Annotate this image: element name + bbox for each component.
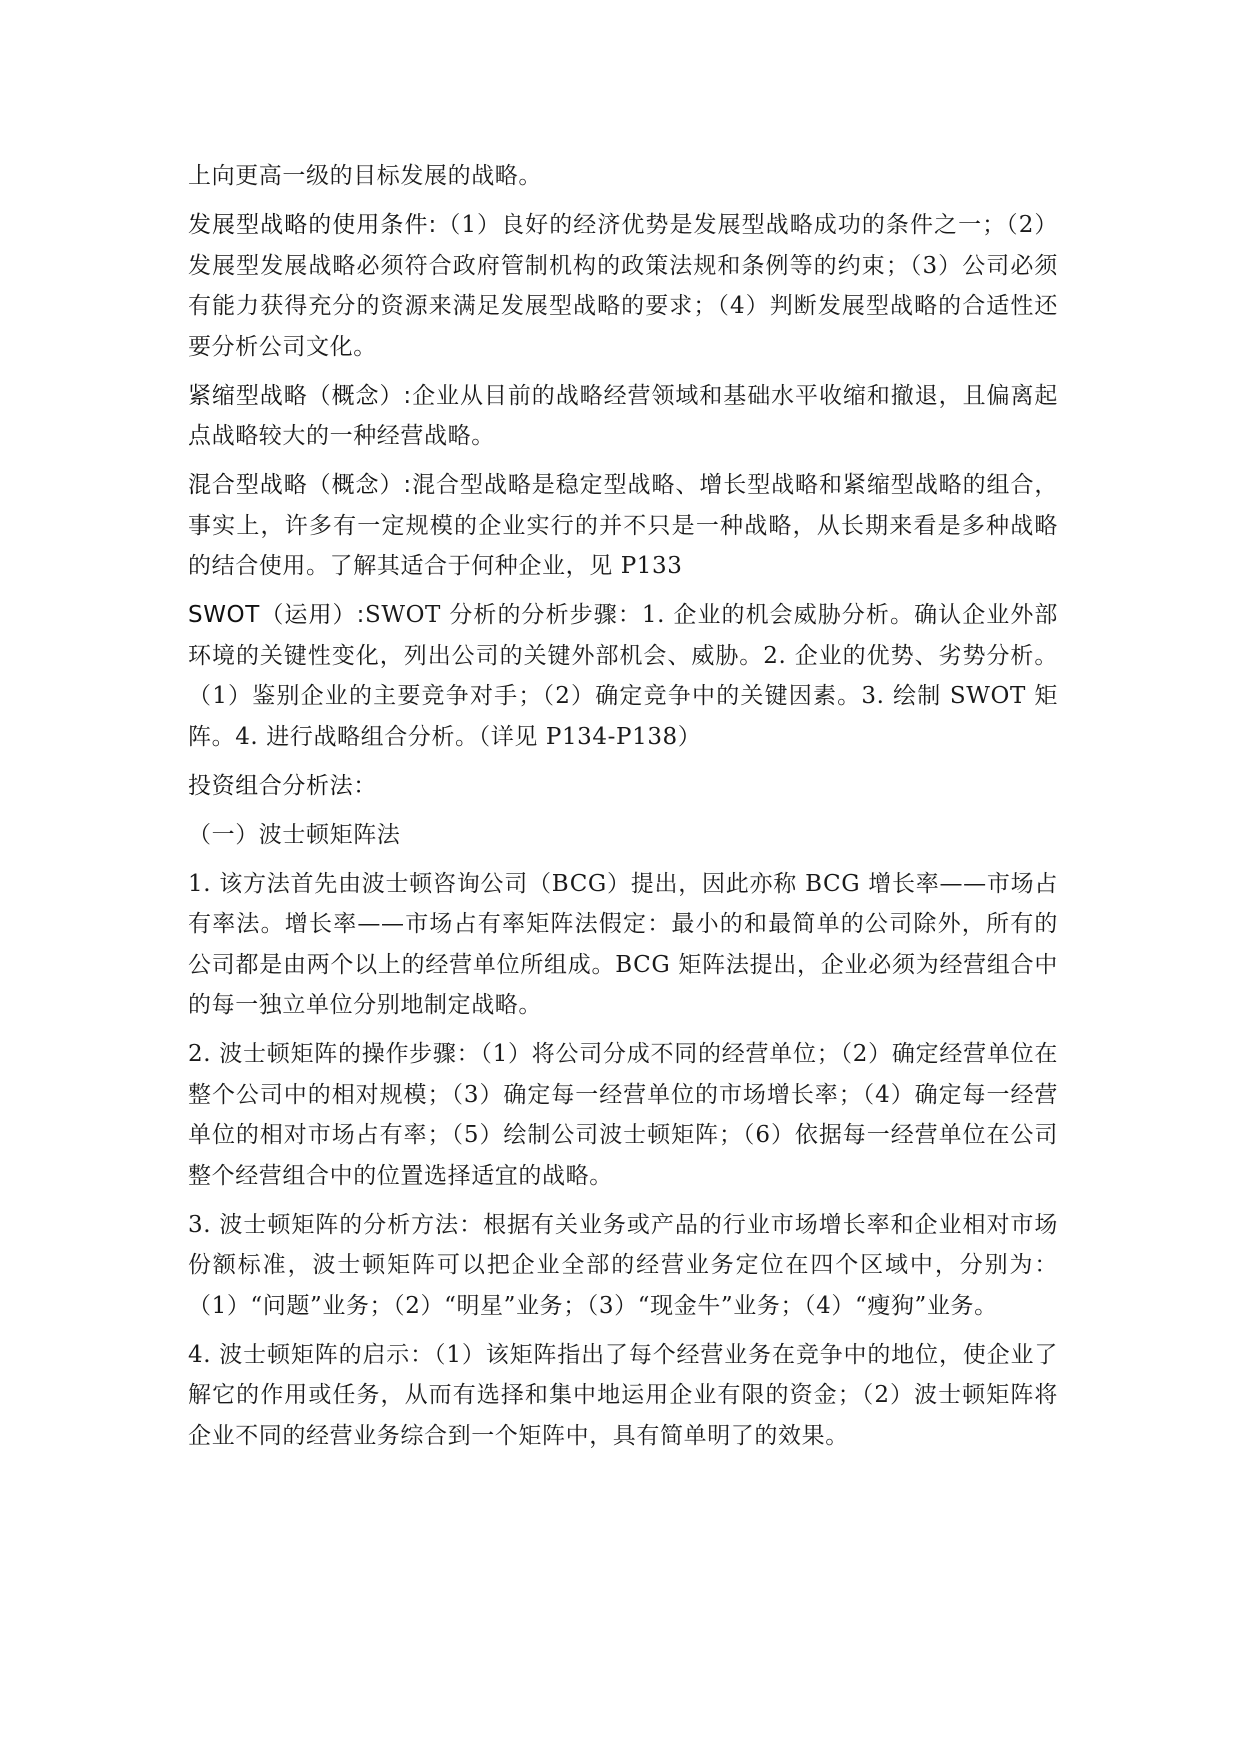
paragraph-retrench (188, 376, 1058, 457)
paragraph-bcg-1 (188, 864, 1058, 1026)
document-page (188, 156, 1058, 1465)
paragraph-bcg-3 (188, 1205, 1058, 1327)
heading-separator: : (403, 472, 412, 498)
paragraph-text: 混合型战略是稳定型战略、增长型战略和紧缩型战略的组合，事实上，许多有一定规模的企业实行的并不只是一种战略，从长期来看是多种战略的结合使用。了解其适合于何种企业，见 P133 (188, 472, 1059, 579)
paragraph-text: 2. 波士顿矩阵的操作步骤：（1）将公司分成不同的经营单位；（2）确定经营单位在整个公司中的相对规模；（3）确定每一经营单位的市场增长率；（4）确定每一经营单位的相对市场占有率；（5）绘制公司波士顿矩阵；（6）依据每一经营单位在公司整个经营组合中的位置选择适宜的战略。 (188, 1041, 1058, 1189)
paragraph-portfolio-title (188, 766, 1058, 807)
section-heading: 紧缩型战略（概念） (188, 382, 404, 409)
subsection-title: （一）波士顿矩阵法 (188, 821, 401, 848)
section-heading: SWOT（运用） (188, 602, 357, 628)
paragraph-swot (188, 595, 1058, 757)
paragraph-text: SWOT 分析的分析步骤：1. 企业的机会威胁分析。确认企业外部环境的关键性变化，列出公司的关键外部机会、威胁。2. 企业的优势、劣势分析。（1）鉴别企业的主要竞争对手；（2）确定竞争中的关键因素。3. 绘制 SWOT 矩阵。4. 进行战略组合分析。（详见 P134-P138） (188, 602, 1058, 750)
paragraph-text: 上向更高一级的目标发展的战略。 (188, 163, 542, 189)
section-heading: 投资组合分析法： (188, 772, 377, 799)
paragraph-bcg-title (188, 815, 1058, 856)
paragraph-text: 1. 该方法首先由波士顿咨询公司（BCG）提出，因此亦称 BCG 增长率——市场占有率法。增长率——市场占有率矩阵法假定：最小的和最简单的公司除外，所有的公司都是由两个以上的经营单位所组成。BCG 矩阵法提出，企业必须为经营组合中的每一独立单位分别地制定战略。 (188, 870, 1058, 1018)
section-heading: 发展型战略的使用条件 (188, 212, 429, 238)
paragraph-text: 3. 波士顿矩阵的分析方法：根据有关业务或产品的行业市场增长率和企业相对市场份额标准，波士顿矩阵可以把企业全部的经营业务定位在四个区域中，分别为：（1）“问题”业务；（2）“明星”业务；（3）“现金牛”业务；（4）“瘦狗”业务。 (188, 1211, 1058, 1319)
paragraph-growth-conditions (188, 205, 1058, 367)
heading-separator: : (403, 382, 412, 409)
paragraph-mixed (188, 465, 1058, 587)
paragraph-text: 企业从目前的战略经营领域和基础水平收缩和撤退，且偏离起点战略较大的一种经营战略。 (188, 382, 1059, 449)
paragraph-text: （1）良好的经济优势是发展型战略成功的条件之一；（2）发展型发展战略必须符合政府管制机构的政策法规和条例等的约束；（3）公司必须有能力获得充分的资源来满足发展型战略的要求；（4）判断发展型战略的合适性还要分析公司文化。 (188, 212, 1059, 360)
paragraph-bcg-2 (188, 1034, 1058, 1196)
heading-separator: : (356, 602, 365, 628)
heading-separator: : (428, 212, 437, 238)
paragraph-intro-tail (188, 156, 1058, 197)
paragraph-text: 4. 波士顿矩阵的启示：（1）该矩阵指出了每个经营业务在竞争中的地位，使企业了解它的作用或任务，从而有选择和集中地运用企业有限的资金；（2）波士顿矩阵将企业不同的经营业务综合到一个矩阵中，具有简单明了的效果。 (188, 1341, 1058, 1449)
paragraph-bcg-4 (188, 1335, 1058, 1457)
section-heading: 混合型战略（概念） (188, 472, 404, 498)
